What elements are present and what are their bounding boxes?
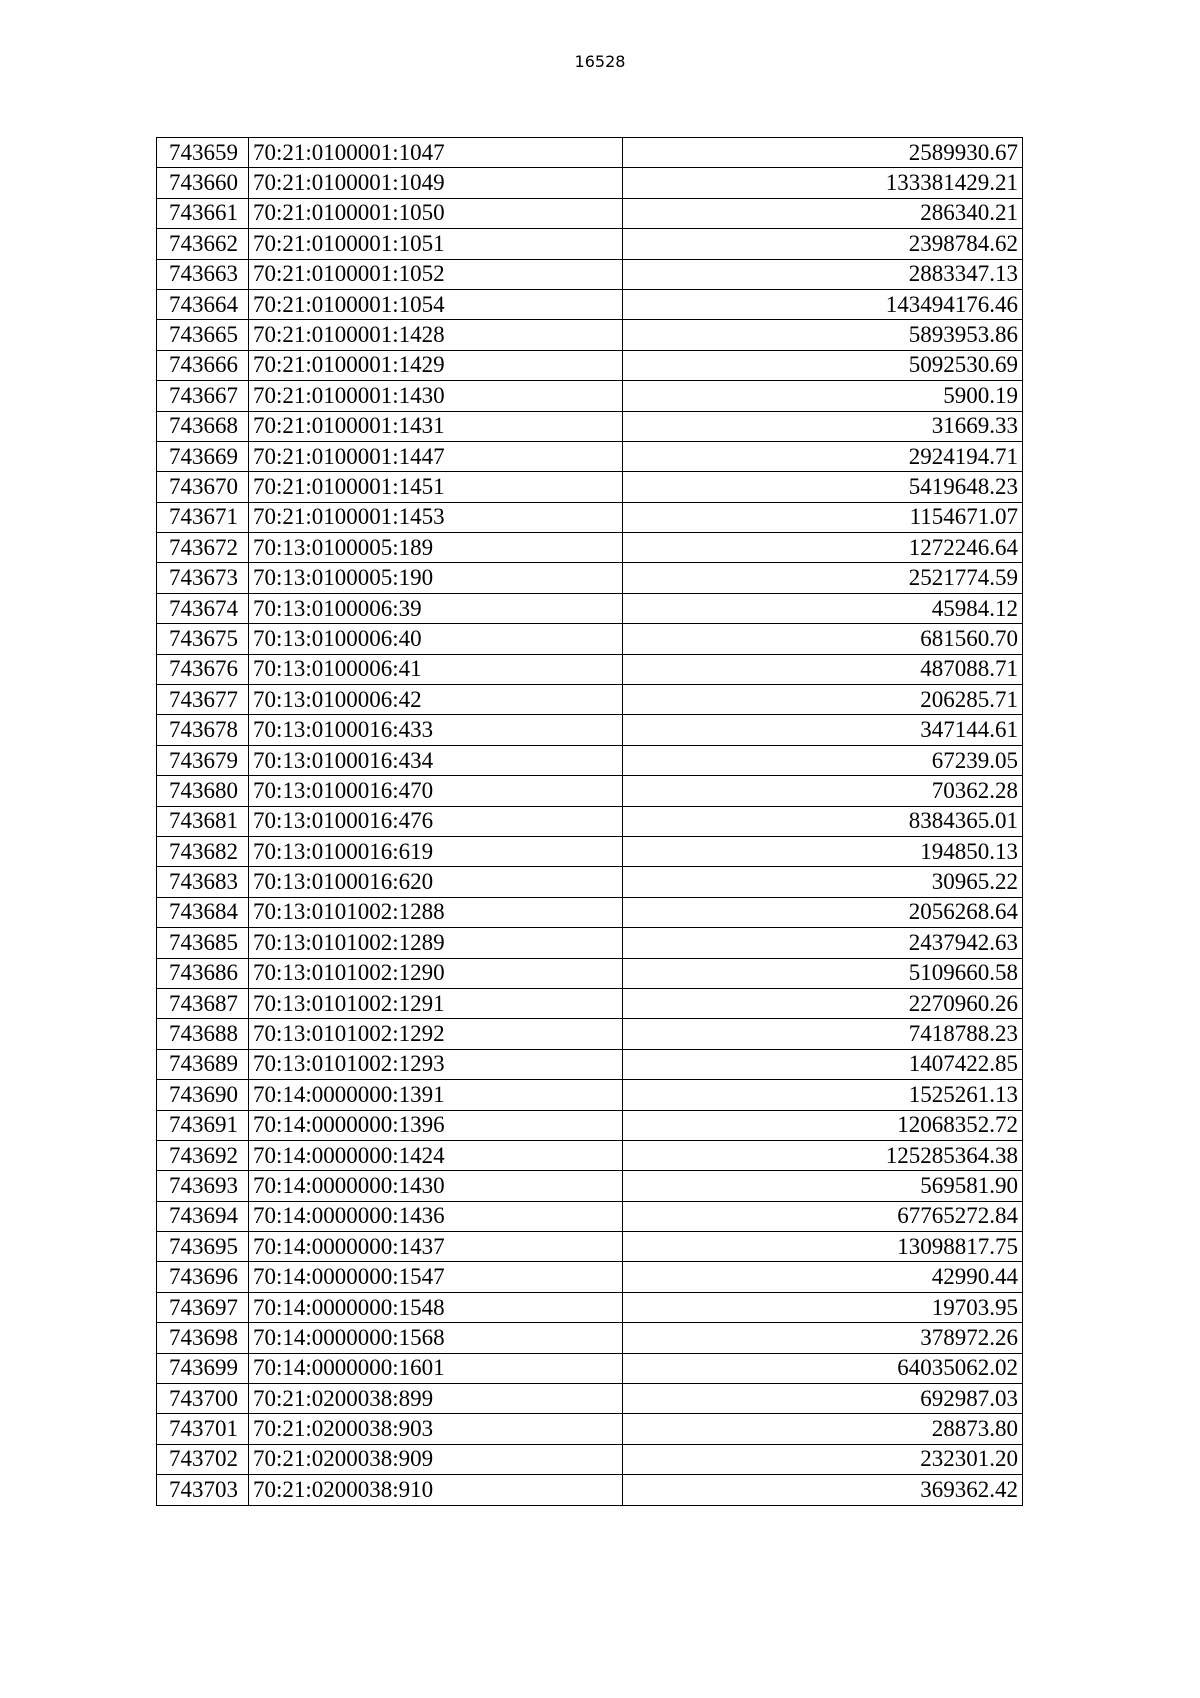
table-row	[157, 289, 1023, 319]
cadastral-number-cell: 70:21:0100001:1054	[249, 289, 623, 319]
table-row	[157, 715, 1023, 745]
cadastral-number-cell: 70:21:0200038:909	[249, 1444, 623, 1474]
value-cell: 2270960.26	[623, 988, 1023, 1018]
value-cell: 1154671.07	[623, 502, 1023, 532]
value-cell: 28873.80	[623, 1414, 1023, 1444]
value-cell: 5092530.69	[623, 350, 1023, 380]
row-number-cell: 743694	[157, 1201, 249, 1231]
value-cell: 5419648.23	[623, 472, 1023, 502]
table-row	[157, 897, 1023, 927]
cadastral-number-cell: 70:14:0000000:1548	[249, 1292, 623, 1322]
table-row	[157, 320, 1023, 350]
table-row	[157, 776, 1023, 806]
value-cell: 2437942.63	[623, 928, 1023, 958]
row-number-cell: 743660	[157, 168, 249, 198]
cadastral-number-cell: 70:13:0100005:190	[249, 563, 623, 593]
row-number-cell: 743699	[157, 1353, 249, 1383]
table-row	[157, 198, 1023, 228]
cadastral-number-cell: 70:13:0100016:620	[249, 867, 623, 897]
table-row	[157, 441, 1023, 471]
table-row	[157, 1414, 1023, 1444]
row-number-cell: 743693	[157, 1171, 249, 1201]
value-cell: 232301.20	[623, 1444, 1023, 1474]
table-row	[157, 472, 1023, 502]
table-row	[157, 502, 1023, 532]
value-cell: 31669.33	[623, 411, 1023, 441]
value-cell: 42990.44	[623, 1262, 1023, 1292]
table-row	[157, 1475, 1023, 1505]
value-cell: 286340.21	[623, 198, 1023, 228]
row-number-cell: 743691	[157, 1110, 249, 1140]
row-number-cell: 743697	[157, 1292, 249, 1322]
row-number-cell: 743668	[157, 411, 249, 441]
table-row	[157, 411, 1023, 441]
table-row	[157, 806, 1023, 836]
value-cell: 369362.42	[623, 1475, 1023, 1505]
cadastral-number-cell: 70:13:0101002:1289	[249, 928, 623, 958]
value-cell: 2056268.64	[623, 897, 1023, 927]
value-cell: 67765272.84	[623, 1201, 1023, 1231]
value-cell: 5109660.58	[623, 958, 1023, 988]
cadastral-number-cell: 70:21:0100001:1052	[249, 259, 623, 289]
value-cell: 30965.22	[623, 867, 1023, 897]
row-number-cell: 743686	[157, 958, 249, 988]
value-cell: 681560.70	[623, 624, 1023, 654]
cadastral-number-cell: 70:21:0100001:1431	[249, 411, 623, 441]
row-number-cell: 743671	[157, 502, 249, 532]
cadastral-number-cell: 70:13:0101002:1290	[249, 958, 623, 988]
cadastral-number-cell: 70:13:0101002:1288	[249, 897, 623, 927]
row-number-cell: 743667	[157, 381, 249, 411]
row-number-cell: 743664	[157, 289, 249, 319]
cadastral-number-cell: 70:13:0100016:476	[249, 806, 623, 836]
cadastral-number-cell: 70:21:0200038:899	[249, 1384, 623, 1414]
value-cell: 692987.03	[623, 1384, 1023, 1414]
table-row	[157, 1353, 1023, 1383]
row-number-cell: 743681	[157, 806, 249, 836]
row-number-cell: 743662	[157, 229, 249, 259]
row-number-cell: 743661	[157, 198, 249, 228]
row-number-cell: 743688	[157, 1019, 249, 1049]
cadastral-number-cell: 70:14:0000000:1396	[249, 1110, 623, 1140]
cadastral-number-cell: 70:14:0000000:1391	[249, 1080, 623, 1110]
row-number-cell: 743690	[157, 1080, 249, 1110]
table-row	[157, 1232, 1023, 1262]
cadastral-number-cell: 70:13:0100005:189	[249, 533, 623, 563]
value-cell: 378972.26	[623, 1323, 1023, 1353]
value-cell: 13098817.75	[623, 1232, 1023, 1262]
row-number-cell: 743677	[157, 685, 249, 715]
row-number-cell: 743695	[157, 1232, 249, 1262]
data-table	[156, 137, 1023, 1506]
table-row	[157, 745, 1023, 775]
row-number-cell: 743672	[157, 533, 249, 563]
row-number-cell: 743680	[157, 776, 249, 806]
table-row	[157, 563, 1023, 593]
table-row	[157, 1171, 1023, 1201]
cadastral-number-cell: 70:21:0100001:1050	[249, 198, 623, 228]
table-row	[157, 1292, 1023, 1322]
table-row	[157, 350, 1023, 380]
value-cell: 2883347.13	[623, 259, 1023, 289]
value-cell: 1407422.85	[623, 1049, 1023, 1079]
cadastral-number-cell: 70:21:0100001:1047	[249, 138, 623, 168]
table-row	[157, 1262, 1023, 1292]
row-number-cell: 743703	[157, 1475, 249, 1505]
row-number-cell: 743698	[157, 1323, 249, 1353]
table-row	[157, 138, 1023, 168]
cadastral-number-cell: 70:13:0100016:434	[249, 745, 623, 775]
table-row	[157, 1080, 1023, 1110]
value-cell: 70362.28	[623, 776, 1023, 806]
page-number: 16528	[574, 52, 626, 71]
value-cell: 67239.05	[623, 745, 1023, 775]
row-number-cell: 743689	[157, 1049, 249, 1079]
cadastral-number-cell: 70:13:0100006:39	[249, 593, 623, 623]
value-cell: 125285364.38	[623, 1140, 1023, 1170]
row-number-cell: 743685	[157, 928, 249, 958]
cadastral-number-cell: 70:13:0101002:1292	[249, 1019, 623, 1049]
cadastral-number-cell: 70:21:0100001:1049	[249, 168, 623, 198]
row-number-cell: 743678	[157, 715, 249, 745]
cadastral-number-cell: 70:13:0100016:470	[249, 776, 623, 806]
row-number-cell: 743701	[157, 1414, 249, 1444]
table-body	[157, 138, 1023, 1506]
row-number-cell: 743683	[157, 867, 249, 897]
row-number-cell: 743669	[157, 441, 249, 471]
value-cell: 1525261.13	[623, 1080, 1023, 1110]
value-cell: 347144.61	[623, 715, 1023, 745]
table-row	[157, 533, 1023, 563]
cadastral-number-cell: 70:13:0100006:40	[249, 624, 623, 654]
row-number-cell: 743702	[157, 1444, 249, 1474]
row-number-cell: 743700	[157, 1384, 249, 1414]
table-row	[157, 1049, 1023, 1079]
table-row	[157, 1140, 1023, 1170]
row-number-cell: 743687	[157, 988, 249, 1018]
table-row	[157, 168, 1023, 198]
value-cell: 2398784.62	[623, 229, 1023, 259]
value-cell: 2521774.59	[623, 563, 1023, 593]
row-number-cell: 743673	[157, 563, 249, 593]
cadastral-number-cell: 70:21:0100001:1453	[249, 502, 623, 532]
cadastral-number-cell: 70:13:0100006:42	[249, 685, 623, 715]
value-cell: 1272246.64	[623, 533, 1023, 563]
row-number-cell: 743666	[157, 350, 249, 380]
cadastral-number-cell: 70:14:0000000:1436	[249, 1201, 623, 1231]
row-number-cell: 743663	[157, 259, 249, 289]
table-row	[157, 259, 1023, 289]
value-cell: 7418788.23	[623, 1019, 1023, 1049]
value-cell: 19703.95	[623, 1292, 1023, 1322]
value-cell: 45984.12	[623, 593, 1023, 623]
table-row	[157, 928, 1023, 958]
row-number-cell: 743659	[157, 138, 249, 168]
table-row	[157, 1444, 1023, 1474]
value-cell: 143494176.46	[623, 289, 1023, 319]
cadastral-number-cell: 70:21:0100001:1429	[249, 350, 623, 380]
value-cell: 487088.71	[623, 654, 1023, 684]
value-cell: 569581.90	[623, 1171, 1023, 1201]
cadastral-number-cell: 70:14:0000000:1568	[249, 1323, 623, 1353]
table-row	[157, 1323, 1023, 1353]
cadastral-number-cell: 70:13:0101002:1293	[249, 1049, 623, 1079]
table-row	[157, 836, 1023, 866]
table-row	[157, 1019, 1023, 1049]
cadastral-number-cell: 70:14:0000000:1430	[249, 1171, 623, 1201]
row-number-cell: 743675	[157, 624, 249, 654]
cadastral-number-cell: 70:14:0000000:1424	[249, 1140, 623, 1170]
cadastral-number-cell: 70:13:0100006:41	[249, 654, 623, 684]
value-cell: 133381429.21	[623, 168, 1023, 198]
cadastral-number-cell: 70:13:0100016:433	[249, 715, 623, 745]
row-number-cell: 743665	[157, 320, 249, 350]
cadastral-number-cell: 70:13:0101002:1291	[249, 988, 623, 1018]
row-number-cell: 743670	[157, 472, 249, 502]
cadastral-number-cell: 70:21:0100001:1428	[249, 320, 623, 350]
row-number-cell: 743692	[157, 1140, 249, 1170]
cadastral-number-cell: 70:21:0100001:1051	[249, 229, 623, 259]
table-row	[157, 593, 1023, 623]
cadastral-number-cell: 70:21:0100001:1430	[249, 381, 623, 411]
table-row	[157, 654, 1023, 684]
table-row	[157, 867, 1023, 897]
table-row	[157, 624, 1023, 654]
row-number-cell: 743679	[157, 745, 249, 775]
cadastral-number-cell: 70:21:0200038:910	[249, 1475, 623, 1505]
table-row	[157, 988, 1023, 1018]
cadastral-number-cell: 70:21:0100001:1447	[249, 441, 623, 471]
table-row	[157, 381, 1023, 411]
table-row	[157, 1201, 1023, 1231]
row-number-cell: 743674	[157, 593, 249, 623]
value-cell: 8384365.01	[623, 806, 1023, 836]
row-number-cell: 743696	[157, 1262, 249, 1292]
value-cell: 5893953.86	[623, 320, 1023, 350]
row-number-cell: 743682	[157, 836, 249, 866]
value-cell: 194850.13	[623, 836, 1023, 866]
table-row	[157, 958, 1023, 988]
cadastral-number-cell: 70:13:0100016:619	[249, 836, 623, 866]
table-row	[157, 229, 1023, 259]
value-cell: 206285.71	[623, 685, 1023, 715]
cadastral-number-cell: 70:14:0000000:1601	[249, 1353, 623, 1383]
value-cell: 2589930.67	[623, 138, 1023, 168]
value-cell: 12068352.72	[623, 1110, 1023, 1140]
table-row	[157, 1384, 1023, 1414]
cadastral-number-cell: 70:21:0200038:903	[249, 1414, 623, 1444]
table-row	[157, 1110, 1023, 1140]
value-cell: 64035062.02	[623, 1353, 1023, 1383]
value-cell: 2924194.71	[623, 441, 1023, 471]
cadastral-number-cell: 70:14:0000000:1547	[249, 1262, 623, 1292]
row-number-cell: 743676	[157, 654, 249, 684]
cadastral-number-cell: 70:14:0000000:1437	[249, 1232, 623, 1262]
table-row	[157, 685, 1023, 715]
value-cell: 5900.19	[623, 381, 1023, 411]
cadastral-number-cell: 70:21:0100001:1451	[249, 472, 623, 502]
row-number-cell: 743684	[157, 897, 249, 927]
